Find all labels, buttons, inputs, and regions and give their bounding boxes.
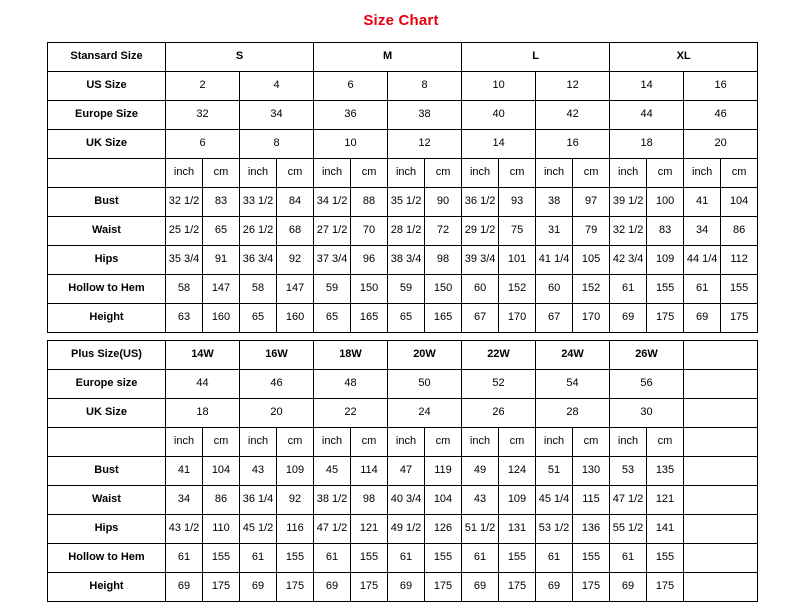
table-cell-empty	[684, 457, 758, 486]
table-cell: 84	[277, 188, 314, 217]
table-cell: 152	[573, 275, 610, 304]
table-cell: 112	[721, 246, 758, 275]
table-cell: 50	[388, 370, 462, 399]
table-cell: 46	[240, 370, 314, 399]
table-cell: 69	[240, 573, 277, 602]
table-cell: 35 1/2	[388, 188, 425, 217]
table-cell: 109	[647, 246, 684, 275]
table-cell: 52	[462, 370, 536, 399]
table-cell: 110	[203, 515, 240, 544]
table-cell: inch	[610, 428, 647, 457]
table-cell: 72	[425, 217, 462, 246]
table-cell: 175	[499, 573, 536, 602]
table-cell-empty	[684, 428, 758, 457]
table-cell: inch	[462, 428, 499, 457]
table-cell: 42	[536, 101, 610, 130]
table-cell: 155	[277, 544, 314, 573]
table-cell-empty	[684, 515, 758, 544]
size-group-header: 18W	[314, 341, 388, 370]
table-cell: 147	[203, 275, 240, 304]
table-cell: 155	[499, 544, 536, 573]
size-group-header: 26W	[610, 341, 684, 370]
table-row	[48, 159, 758, 188]
table-cell: 104	[425, 486, 462, 515]
row-label: Height	[48, 573, 166, 602]
row-label: Hips	[48, 246, 166, 275]
table-cell: 28 1/2	[388, 217, 425, 246]
table-cell-empty	[684, 544, 758, 573]
table-cell: inch	[314, 428, 351, 457]
table-row	[48, 246, 758, 275]
table-cell: 39 1/2	[610, 188, 647, 217]
table-cell: 44	[166, 370, 240, 399]
table-cell: cm	[425, 159, 462, 188]
table-cell: cm	[425, 428, 462, 457]
table-cell: 141	[647, 515, 684, 544]
table-cell: 126	[425, 515, 462, 544]
row-label: Hips	[48, 515, 166, 544]
table-cell: 58	[166, 275, 203, 304]
table-cell: 10	[462, 72, 536, 101]
table-cell: 10	[314, 130, 388, 159]
table-cell: 40 3/4	[388, 486, 425, 515]
table-cell: 130	[573, 457, 610, 486]
table-cell: 12	[536, 72, 610, 101]
table-cell: 152	[499, 275, 536, 304]
plus-size-chart	[47, 340, 757, 602]
table-cell: 14	[462, 130, 536, 159]
table-row	[48, 544, 758, 573]
table-row	[48, 515, 758, 544]
table-cell: 131	[499, 515, 536, 544]
table-cell: 20	[684, 130, 758, 159]
size-group-header: 20W	[388, 341, 462, 370]
row-label: UK Size	[48, 130, 166, 159]
plus-size-table	[47, 340, 758, 602]
table-cell: 32 1/2	[166, 188, 203, 217]
table-cell: 45 1/4	[536, 486, 573, 515]
table-cell: 61	[684, 275, 721, 304]
size-group-header: XL	[610, 43, 758, 72]
table-cell: 61	[240, 544, 277, 573]
row-label: Bust	[48, 457, 166, 486]
table-row	[48, 130, 758, 159]
row-label: Bust	[48, 188, 166, 217]
table-cell: 16	[684, 72, 758, 101]
table-cell: 119	[425, 457, 462, 486]
table-cell: 83	[647, 217, 684, 246]
table-cell: 38	[536, 188, 573, 217]
table-row	[48, 275, 758, 304]
size-group-header: 14W	[166, 341, 240, 370]
table-cell: 165	[425, 304, 462, 333]
table-cell: 150	[351, 275, 388, 304]
table-cell: 6	[314, 72, 388, 101]
table-cell: 18	[610, 130, 684, 159]
table-cell: 40	[462, 101, 536, 130]
table-cell: 20	[240, 399, 314, 428]
table-cell: 51 1/2	[462, 515, 499, 544]
table-cell: 61	[462, 544, 499, 573]
table-cell: 43 1/2	[166, 515, 203, 544]
table-cell: 165	[351, 304, 388, 333]
table-cell: 155	[425, 544, 462, 573]
table-corner-label: Stansard Size	[48, 43, 166, 72]
table-cell: 150	[425, 275, 462, 304]
table-cell-empty	[684, 370, 758, 399]
table-cell: cm	[573, 159, 610, 188]
table-cell: 58	[240, 275, 277, 304]
table-cell: 136	[573, 515, 610, 544]
table-cell: 160	[277, 304, 314, 333]
table-cell: 155	[203, 544, 240, 573]
table-cell: 69	[166, 573, 203, 602]
table-cell: 28	[536, 399, 610, 428]
table-cell: 14	[610, 72, 684, 101]
table-cell: 30	[610, 399, 684, 428]
table-row	[48, 43, 758, 72]
table-cell: 47 1/2	[314, 515, 351, 544]
table-cell: inch	[536, 428, 573, 457]
table-cell: cm	[499, 428, 536, 457]
table-cell: cm	[721, 159, 758, 188]
table-cell: 61	[314, 544, 351, 573]
table-cell: 160	[203, 304, 240, 333]
table-cell: 48	[314, 370, 388, 399]
table-cell: 97	[573, 188, 610, 217]
table-cell: inch	[166, 428, 203, 457]
table-cell: 59	[388, 275, 425, 304]
table-cell: 41	[166, 457, 203, 486]
table-cell: 49	[462, 457, 499, 486]
table-cell: 155	[573, 544, 610, 573]
table-cell: cm	[203, 428, 240, 457]
table-cell: 170	[573, 304, 610, 333]
table-cell: 39 3/4	[462, 246, 499, 275]
row-label: Waist	[48, 217, 166, 246]
table-cell: 121	[351, 515, 388, 544]
table-row	[48, 217, 758, 246]
page-title: Size Chart	[363, 12, 439, 29]
table-cell: 26 1/2	[240, 217, 277, 246]
table-cell: 101	[499, 246, 536, 275]
table-cell: 175	[351, 573, 388, 602]
table-cell: 88	[351, 188, 388, 217]
size-group-header: L	[462, 43, 610, 72]
table-cell: 55 1/2	[610, 515, 647, 544]
table-cell: 69	[610, 573, 647, 602]
table-cell: cm	[647, 159, 684, 188]
table-row	[48, 370, 758, 399]
table-row	[48, 304, 758, 333]
table-cell: 93	[499, 188, 536, 217]
table-cell: 90	[425, 188, 462, 217]
table-cell: 175	[203, 573, 240, 602]
table-cell: 27 1/2	[314, 217, 351, 246]
table-cell: 69	[684, 304, 721, 333]
table-cell: 155	[351, 544, 388, 573]
table-cell: 47 1/2	[610, 486, 647, 515]
table-cell: 8	[240, 130, 314, 159]
table-row	[48, 457, 758, 486]
table-row	[48, 341, 758, 370]
table-cell: 109	[499, 486, 536, 515]
table-cell: 36 1/2	[462, 188, 499, 217]
table-cell: 69	[462, 573, 499, 602]
table-cell: 54	[536, 370, 610, 399]
table-cell: 8	[388, 72, 462, 101]
table-cell: 75	[499, 217, 536, 246]
table-cell: 175	[277, 573, 314, 602]
table-cell: 43	[462, 486, 499, 515]
table-cell-empty	[684, 341, 758, 370]
table-cell: inch	[388, 159, 425, 188]
table-cell: 36 3/4	[240, 246, 277, 275]
table-cell: 49 1/2	[388, 515, 425, 544]
table-cell: 61	[388, 544, 425, 573]
table-cell: 18	[166, 399, 240, 428]
table-cell: inch	[462, 159, 499, 188]
table-cell: 86	[721, 217, 758, 246]
table-cell: 114	[351, 457, 388, 486]
table-cell: 38	[388, 101, 462, 130]
table-cell: 65	[388, 304, 425, 333]
table-cell: 45	[314, 457, 351, 486]
table-cell: 175	[647, 304, 684, 333]
table-cell: 25 1/2	[166, 217, 203, 246]
table-cell: 60	[536, 275, 573, 304]
row-label: Europe Size	[48, 101, 166, 130]
table-cell: 53 1/2	[536, 515, 573, 544]
table-cell: 61	[610, 275, 647, 304]
table-cell: 65	[314, 304, 351, 333]
table-cell: 69	[610, 304, 647, 333]
table-cell: 92	[277, 246, 314, 275]
table-row	[48, 101, 758, 130]
size-group-header: M	[314, 43, 462, 72]
row-label	[48, 428, 166, 457]
table-cell: 67	[462, 304, 499, 333]
size-group-header: 16W	[240, 341, 314, 370]
table-cell: 37 3/4	[314, 246, 351, 275]
table-cell: 69	[388, 573, 425, 602]
table-cell: 83	[203, 188, 240, 217]
row-label: Waist	[48, 486, 166, 515]
table-cell: inch	[536, 159, 573, 188]
table-cell: 59	[314, 275, 351, 304]
table-cell: 104	[721, 188, 758, 217]
table-cell: 147	[277, 275, 314, 304]
table-cell: 61	[610, 544, 647, 573]
standard-size-chart	[47, 42, 757, 333]
table-cell: inch	[610, 159, 647, 188]
table-cell: 32	[166, 101, 240, 130]
table-cell: 45 1/2	[240, 515, 277, 544]
table-cell: 41	[684, 188, 721, 217]
table-cell: 46	[684, 101, 758, 130]
table-cell: 70	[351, 217, 388, 246]
row-label: UK Size	[48, 399, 166, 428]
table-cell: 65	[240, 304, 277, 333]
row-label: Hollow to Hem	[48, 544, 166, 573]
table-row	[48, 428, 758, 457]
table-cell: cm	[277, 159, 314, 188]
table-cell: 121	[647, 486, 684, 515]
table-cell: 34	[240, 101, 314, 130]
table-row	[48, 486, 758, 515]
table-cell: 32 1/2	[610, 217, 647, 246]
table-cell: 67	[536, 304, 573, 333]
row-label	[48, 159, 166, 188]
table-cell: inch	[684, 159, 721, 188]
table-cell: 36 1/4	[240, 486, 277, 515]
table-cell: 69	[536, 573, 573, 602]
table-cell: 115	[573, 486, 610, 515]
table-cell: 155	[647, 275, 684, 304]
table-cell: 104	[203, 457, 240, 486]
table-cell: 91	[203, 246, 240, 275]
table-cell: 92	[277, 486, 314, 515]
table-cell-empty	[684, 486, 758, 515]
table-row	[48, 399, 758, 428]
table-cell: 56	[610, 370, 684, 399]
table-cell: 35 3/4	[166, 246, 203, 275]
table-cell: 38 3/4	[388, 246, 425, 275]
table-cell: 33 1/2	[240, 188, 277, 217]
table-cell: 31	[536, 217, 573, 246]
table-row	[48, 188, 758, 217]
table-cell: 100	[647, 188, 684, 217]
table-cell: 175	[647, 573, 684, 602]
table-cell: 79	[573, 217, 610, 246]
row-label: US Size	[48, 72, 166, 101]
table-cell: 69	[314, 573, 351, 602]
table-cell: cm	[351, 159, 388, 188]
table-cell: inch	[314, 159, 351, 188]
table-cell: 41 1/4	[536, 246, 573, 275]
table-cell: 4	[240, 72, 314, 101]
table-cell: 38 1/2	[314, 486, 351, 515]
table-cell: 96	[351, 246, 388, 275]
row-label: Height	[48, 304, 166, 333]
table-cell: 170	[499, 304, 536, 333]
table-cell: 65	[203, 217, 240, 246]
table-cell: 63	[166, 304, 203, 333]
table-cell: 42 3/4	[610, 246, 647, 275]
table-cell: 155	[647, 544, 684, 573]
table-cell: 43	[240, 457, 277, 486]
table-cell: 34	[684, 217, 721, 246]
table-cell: 68	[277, 217, 314, 246]
table-cell: 98	[351, 486, 388, 515]
table-cell: cm	[351, 428, 388, 457]
table-cell: 12	[388, 130, 462, 159]
table-cell: 44 1/4	[684, 246, 721, 275]
table-cell: cm	[277, 428, 314, 457]
table-cell: 86	[203, 486, 240, 515]
size-group-header: 22W	[462, 341, 536, 370]
table-row	[48, 72, 758, 101]
table-cell: cm	[203, 159, 240, 188]
size-group-header: 24W	[536, 341, 610, 370]
table-cell: 22	[314, 399, 388, 428]
table-cell: 34	[166, 486, 203, 515]
table-cell: 98	[425, 246, 462, 275]
table-cell: 44	[610, 101, 684, 130]
table-corner-label: Plus Size(US)	[48, 341, 166, 370]
table-cell: 116	[277, 515, 314, 544]
table-cell: 109	[277, 457, 314, 486]
table-cell: 175	[573, 573, 610, 602]
table-cell: 60	[462, 275, 499, 304]
table-cell: cm	[573, 428, 610, 457]
table-cell: cm	[499, 159, 536, 188]
standard-size-table	[47, 42, 758, 333]
size-group-header: S	[166, 43, 314, 72]
table-cell: 61	[536, 544, 573, 573]
table-cell: 61	[166, 544, 203, 573]
table-cell: 29 1/2	[462, 217, 499, 246]
row-label: Hollow to Hem	[48, 275, 166, 304]
table-cell: 175	[721, 304, 758, 333]
table-cell: inch	[388, 428, 425, 457]
table-cell: 34 1/2	[314, 188, 351, 217]
table-cell: 155	[721, 275, 758, 304]
table-cell: 24	[388, 399, 462, 428]
table-cell-empty	[684, 573, 758, 602]
table-cell: 175	[425, 573, 462, 602]
table-cell: 105	[573, 246, 610, 275]
table-cell: 47	[388, 457, 425, 486]
table-row	[48, 573, 758, 602]
table-cell: 53	[610, 457, 647, 486]
table-cell: 135	[647, 457, 684, 486]
table-cell: 26	[462, 399, 536, 428]
table-cell: 36	[314, 101, 388, 130]
row-label: Europe size	[48, 370, 166, 399]
table-cell: 16	[536, 130, 610, 159]
table-cell: inch	[240, 428, 277, 457]
table-cell-empty	[684, 399, 758, 428]
table-cell: 2	[166, 72, 240, 101]
table-cell: inch	[240, 159, 277, 188]
table-cell: 124	[499, 457, 536, 486]
table-cell: cm	[647, 428, 684, 457]
table-cell: 6	[166, 130, 240, 159]
table-cell: inch	[166, 159, 203, 188]
table-cell: 51	[536, 457, 573, 486]
